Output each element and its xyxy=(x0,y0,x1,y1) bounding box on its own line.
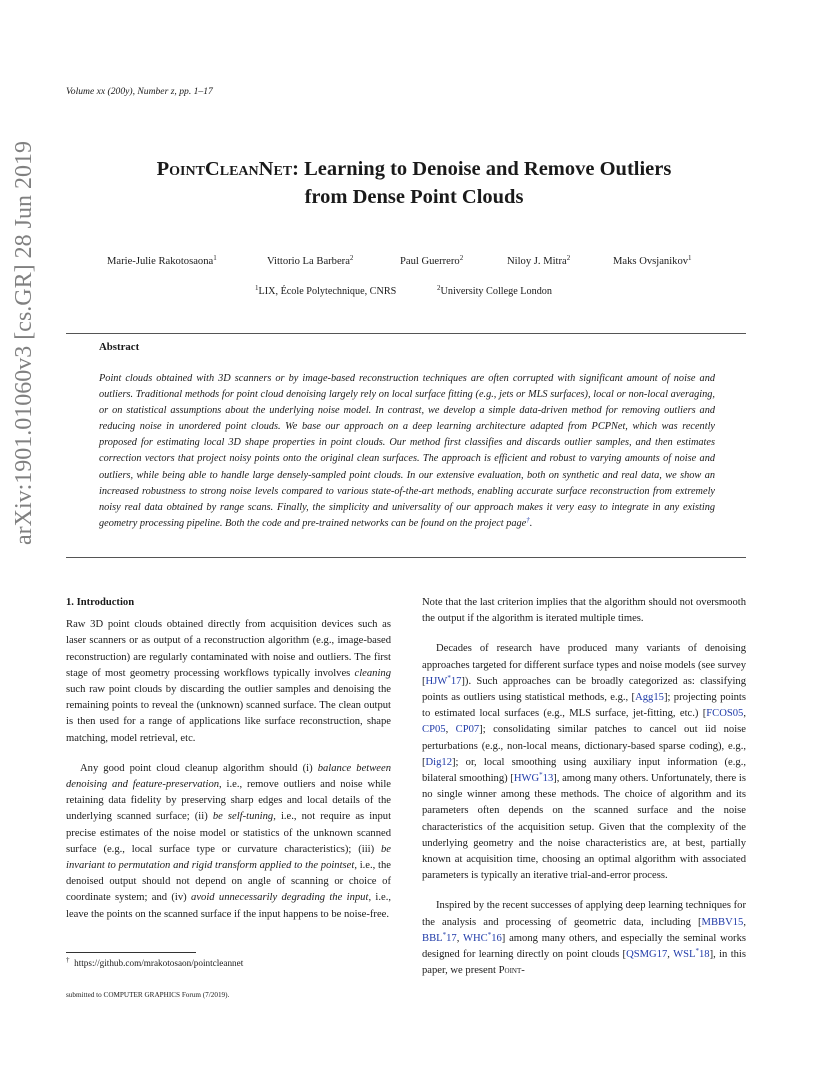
emphasis: avoid unnecessarily degrading the input xyxy=(191,892,369,904)
cite-star: * xyxy=(539,771,543,780)
author-name: Paul Guerrero xyxy=(400,256,460,267)
abstract-top-rule xyxy=(66,333,746,334)
paper-title xyxy=(60,155,768,211)
text: , i.e., not require as input precise estimates of the noise model or statistics of the unknown scanned surface (e.g., local surface type or curvature characteristics); (iii) xyxy=(66,811,392,855)
footnote xyxy=(66,958,243,968)
title-line2: from Dense Point Clouds xyxy=(304,186,524,208)
citation-link[interactable] xyxy=(425,673,462,687)
affil-name: LIX, École Polytechnique, CNRS xyxy=(258,286,397,297)
left-column xyxy=(66,595,391,937)
cite-text: BBL xyxy=(422,932,443,944)
intro-paragraph-2 xyxy=(66,761,391,923)
cite-text: WSL xyxy=(673,949,696,961)
author-affil-mark: 2 xyxy=(459,254,464,262)
author-3 xyxy=(400,256,463,267)
footnote-mark: † xyxy=(66,956,70,964)
cite-star: * xyxy=(447,673,451,682)
text: Inspired by the recent successes of applying deep learning techniques for the analysis and processing of geometric data, including [ xyxy=(422,900,746,928)
intro-paragraph-1 xyxy=(66,617,391,747)
cite-text: HWG xyxy=(513,773,540,785)
text: such raw point clouds by discarding the outlier samples and denoising the remaining points to reveal the (unknown) scanned surface. The clean output is then used for a range of applications like surface reconstruction, shape matching, model retrieval, etc. xyxy=(66,684,391,744)
text: ], among many others. Unfortunately, there is no single winner among these methods. The choice of algorithm and its parameters often depends on the scanned surface and the noise characteristics of the acquisition setup. Given that the complexity of the underlying geometry and the noise characteristics are, at best, partially known at acquisition time, choosing an optimal algorithm with associated parameters is typically an iterative trial-and-error process. xyxy=(422,773,746,882)
text: Raw 3D point clouds obtained directly from acquisition devices such as laser scanners or as output of a reconstruction algorithm (e.g., image-based reconstruction) are regularly contaminated with noise and outliers. The first stage of most geometry processing workflows typically involves xyxy=(66,619,391,679)
citation-link[interactable]: Dig12 xyxy=(425,756,453,768)
citation-link[interactable] xyxy=(422,930,457,944)
submitted-line: submitted to COMPUTER GRAPHICS Forum (7/2019). xyxy=(66,991,230,999)
author-affil-mark: 1 xyxy=(688,254,692,262)
title-system-name: PointCleanNet xyxy=(156,158,293,180)
emphasis: be invariant to permutation and rigid transform applied to the pointset xyxy=(66,843,391,872)
text: ]; projecting points to estimated local surfaces (e.g., MLS surface, jet-fitting, etc.) [ xyxy=(422,692,746,720)
author-name: Vittorio La Barbera xyxy=(267,256,350,267)
abstract-heading: Abstract xyxy=(99,341,140,353)
abstract-text xyxy=(99,371,715,532)
citation-link[interactable]: FCOS05 xyxy=(706,708,744,720)
cite-star: * xyxy=(487,930,492,939)
citation-link[interactable] xyxy=(514,773,553,784)
text: ]). Such approaches can be broadly categorized as: classifying points as outliers using statistical methods, e.g., [ xyxy=(422,675,746,704)
right-paragraph-2: Decades of research have produced many variants of denoising approaches targeted for different surface types and noise models (see survey [HJW*17]). Such approaches can be broadly categorized as: classifying points as outliers using statistical methods, e.g., [Agg15]; projecting points to estimated local surfaces (e.g., MLS surface, jet-fitting, etc.) [FCOS05, CP05, CP07]; consolidating similar patches to cancel out iid noise perturbations (e.g., non-local means, dictionary-based sparse coding), e.g., [Dig12]; or, local smoothing using auxiliary input information (e.g., bilateral smoothing) [HWG*13], among many others. Unfortunately, there is no single winner among these methods. The choice of algorithm and its parameters often depends on the scanned surface and the noise characteristics of the acquisition setup. Given that the complexity of the underlying geometry and the noise characteristics are, at best, partially known at acquisition time, choosing an optimal algorithm with associated parameters is typically an iterative trial-and-error process. xyxy=(422,643,746,882)
cite-year: 17 xyxy=(446,932,457,944)
system-name: Point- xyxy=(498,965,525,977)
text: ]; consolidating similar patches to cancel out iid noise perturbations (e.g., non-local means, dictionary-based sparse coding), e.g., [ xyxy=(422,724,746,768)
author-name: Maks Ovsjanikov xyxy=(613,256,689,267)
footnote-rule xyxy=(66,952,196,953)
cite-text: WHC xyxy=(462,932,488,944)
citation-link[interactable] xyxy=(462,930,502,944)
right-paragraph-3: Inspired by the recent successes of applying deep learning techniques for the analysis and processing of geometric data, including [MBBV15, BBL*17, WHC*16] among many others, and especially the seminal works designed for learning directly on point clouds [QSMG17, WSL*18], in this paper, we present Point- xyxy=(422,900,747,977)
author-affil-mark: 2 xyxy=(349,254,354,262)
affil-name: University College London xyxy=(440,286,552,297)
author-affil-mark: 1 xyxy=(213,254,217,262)
right-column xyxy=(422,595,746,993)
text: ], in this paper, we present xyxy=(422,949,746,977)
section-heading-introduction: 1. Introduction xyxy=(66,597,135,608)
citation-link[interactable]: CP05 xyxy=(422,724,446,736)
author-name: Niloy J. Mitra xyxy=(507,256,567,267)
citation-link[interactable] xyxy=(673,949,709,960)
emphasis: balance between denoising and feature-preservation xyxy=(66,762,391,791)
cite-text: HJW xyxy=(425,675,448,687)
text: ] among many others, and especially the seminal works designed for learning directly on point clouds [ xyxy=(422,932,747,961)
affiliation-2 xyxy=(437,286,552,297)
author-name: Marie-Julie Rakotosaona xyxy=(107,256,214,267)
title-line1-rest: : Learning to Denoise and Remove Outliers xyxy=(292,158,672,180)
text: Any good point cloud cleanup algorithm should (i) xyxy=(80,762,313,774)
author-5 xyxy=(613,256,692,267)
text: , i.e., the denoised output should not depend on angle of scanning or choice of coordinate system; and (iv) xyxy=(66,860,391,904)
affil-num: 1 xyxy=(255,284,259,292)
text: Decades of research have produced many variants of denoising approaches targeted for different surface types and noise models (see survey [ xyxy=(422,643,746,687)
cite-year: 18 xyxy=(698,949,710,961)
text: ]; or, local smoothing using auxiliary input information (e.g., bilateral smoothing) [ xyxy=(422,756,746,785)
right-paragraph-1: Note that the last criterion implies that the algorithm should not oversmooth the output if the algorithm is iterated multiple times. xyxy=(422,597,746,625)
cite-year: 16 xyxy=(491,932,502,944)
affil-num: 2 xyxy=(437,284,441,292)
citation-link[interactable]: QSMG17 xyxy=(626,949,668,961)
cite-year: 13 xyxy=(542,773,554,785)
affiliation-1 xyxy=(255,286,396,297)
author-4 xyxy=(507,256,570,267)
cite-star: * xyxy=(442,930,447,939)
abstract-bottom-rule xyxy=(66,557,746,558)
abstract-end: . xyxy=(529,517,533,529)
abstract-body: Point clouds obtained with 3D scanners or by image-based reconstruction techniques are often corrupted with significant amount of noise and outliers. Traditional methods for point cloud denoising largely rely on local surface fitting (e.g., jets or MLS surfaces), local or non-local averaging, or on statistical assumptions about the underlying noise model. In contrast, we develop a simple data-driven method for removing outliers and reducing noise in unordered point clouds. We base our approach on a deep learning architecture adapted from PCPNet, which was recently proposed for estimating local 3D shape properties in point clouds. Our method first classifies and discards outlier samples, and then estimates correction vectors that project noisy points onto the original clean surfaces. The approach is efficient and robust to varying amounts of noise and outliers, while being able to handle large densely-sampled point clouds. In our extensive evaluation, both on synthetic and real data, we show an increased robustness to strong noise levels compared to various state-of-the-art methods, enabling accurate surface reconstruction from extremely noisy real data obtained by range scans. Finally, the simplicity and universality of our approach makes it very easy to integrate in any existing geometry processing pipeline. Both the code and pre-trained networks can be found on the project page xyxy=(99,373,715,529)
text: , i.e., remove outliers and noise while retaining data fidelity by preserving sharp edges and local details of the underlying scanned surface; (ii) xyxy=(66,779,391,823)
citation-link[interactable]: Agg15 xyxy=(635,692,664,704)
cite-year: 17 xyxy=(450,675,462,687)
journal-line: Volume xx (200y), Number z, pp. 1–17 xyxy=(66,86,213,97)
arxiv-stamp: arXiv:1901.01060v3 [cs.GR] 28 Jun 2019 xyxy=(11,141,37,545)
cite-star: * xyxy=(695,947,699,956)
project-page-footnote-link[interactable]: † xyxy=(526,515,530,524)
author-1 xyxy=(107,256,217,267)
author-affil-mark: 2 xyxy=(566,254,571,262)
footnote-url-link[interactable]: https://github.com/mrakotosaon/pointcleannet xyxy=(74,958,244,968)
author-2 xyxy=(267,256,353,267)
citation-link[interactable]: CP07 xyxy=(455,724,480,736)
text: , i.e., leave the points on the scanned surface if the input happens to be noise-free. xyxy=(66,892,392,920)
emphasis: cleaning xyxy=(354,667,391,679)
citation-link[interactable]: MBBV15 xyxy=(701,916,744,928)
emphasis: be self-tuning xyxy=(212,811,274,823)
